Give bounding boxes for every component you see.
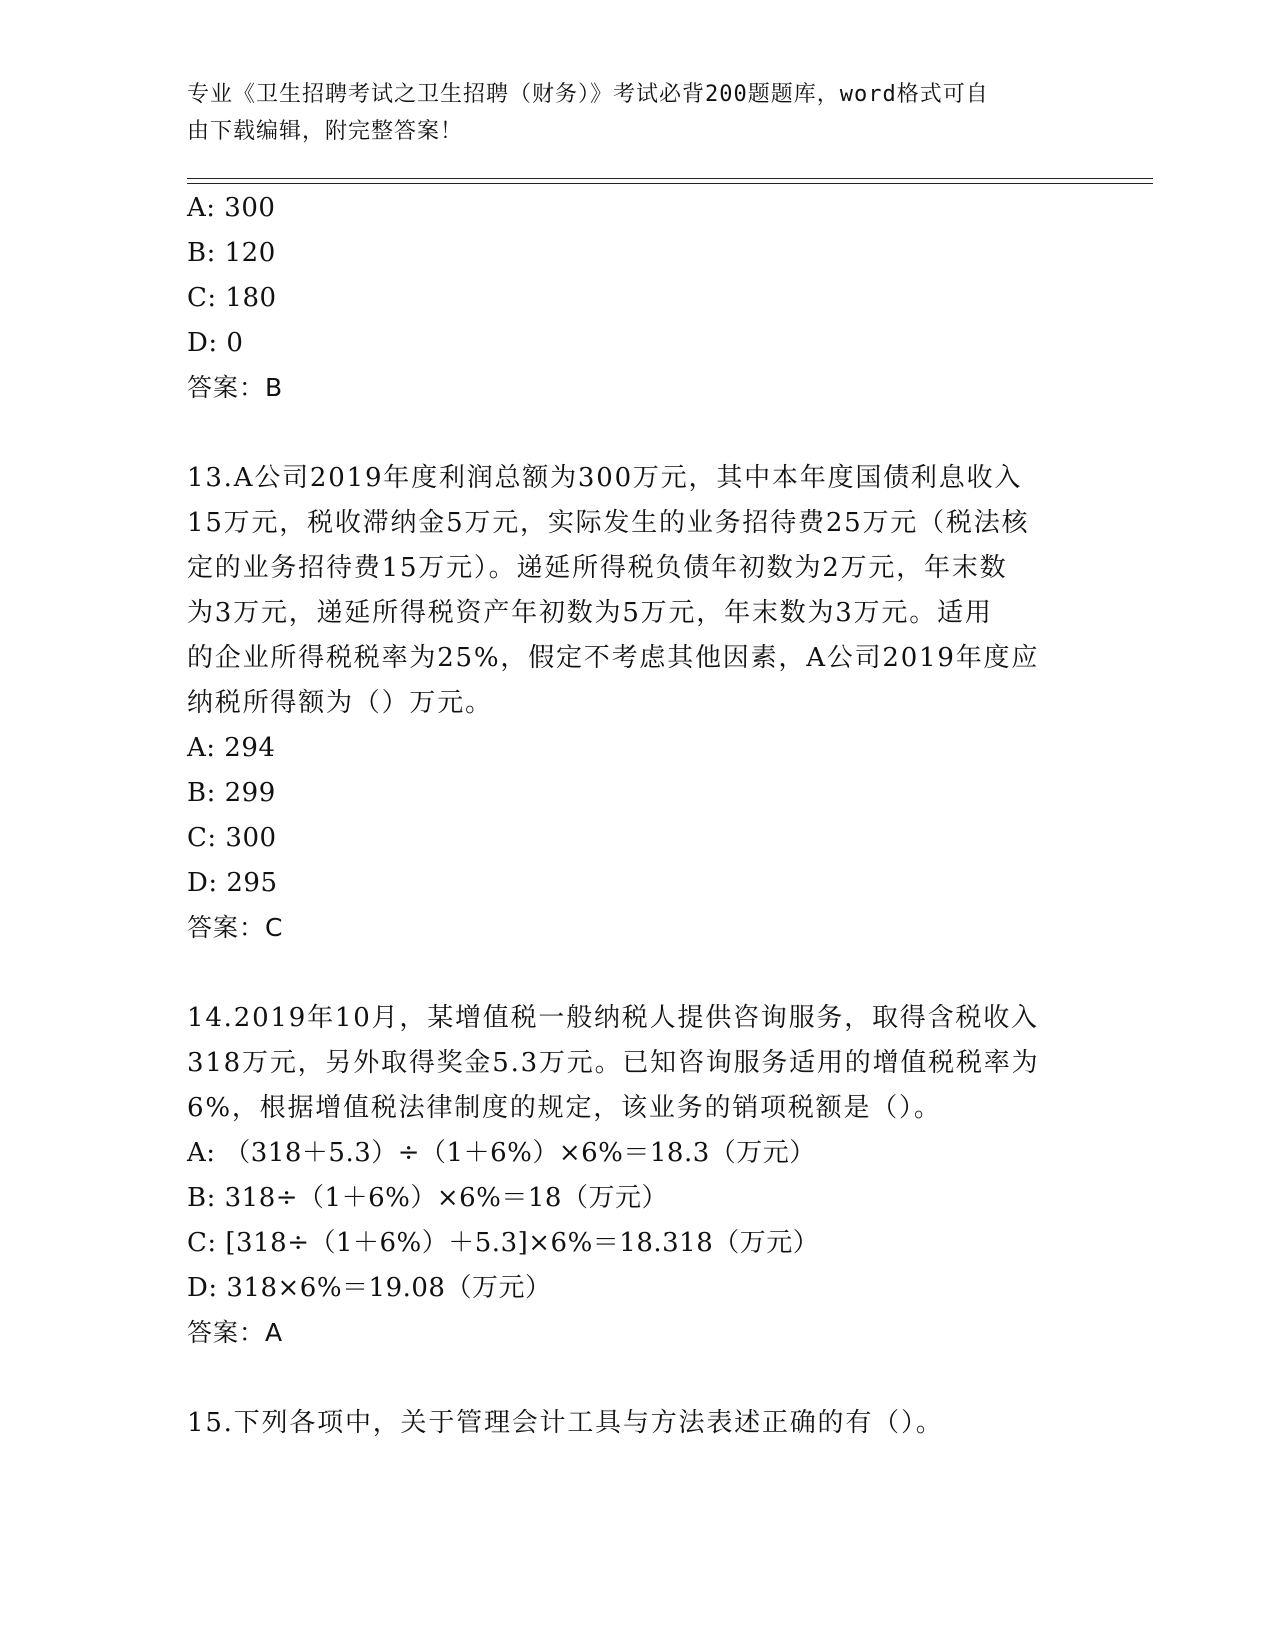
header-line-1: 专业《卫生招聘考试之卫生招聘（财务）》考试必背200题题库，word格式可自 xyxy=(187,82,989,107)
q14-option-a: A: （318＋5.3）÷（1＋6%）×6%＝18.3（万元） xyxy=(187,1138,816,1168)
q15-stem-line-1: 15.下列各项中，关于管理会计工具与方法表述正确的有（）。 xyxy=(187,1408,944,1438)
q13-option-b: B: 299 xyxy=(187,778,276,808)
q12-option-a: A: 300 xyxy=(187,193,276,223)
q13-stem-line-6: 纳税所得额为（）万元。 xyxy=(187,688,493,718)
q14-answer: 答案：A xyxy=(187,1318,284,1347)
q13-stem-line-4: 为3万元，递延所得税资产年初数为5万元，年末数为3万元。适用 xyxy=(187,598,993,628)
q14-option-c: C: [318÷（1＋6%）＋5.3]×6%＝18.318（万元） xyxy=(187,1228,820,1258)
q14-stem-line-2: 318万元，另外取得奖金5.3万元。已知咨询服务适用的增值税税率为 xyxy=(187,1048,1040,1078)
q14-stem-line-3: 6%，根据增值税法律制度的规定，该业务的销项税额是（）。 xyxy=(187,1093,942,1123)
q13-option-a: A: 294 xyxy=(187,733,276,763)
q13-option-d: D: 295 xyxy=(187,868,278,898)
header-divider-bottom xyxy=(187,183,1153,184)
q13-stem-line-1: 13.A公司2019年度利润总额为300万元，其中本年度国债利息收入 xyxy=(187,463,1023,493)
q13-stem-line-3: 定的业务招待费15万元）。递延所得税负债年初数为2万元，年末数 xyxy=(187,553,1008,583)
document-header xyxy=(187,76,1087,150)
q13-stem-line-2: 15万元，税收滞纳金5万元，实际发生的业务招待费25万元（税法核 xyxy=(187,508,1030,538)
header-divider-top xyxy=(187,178,1153,179)
q14-stem-line-1: 14.2019年10月，某增值税一般纳税人提供咨询服务，取得含税收入 xyxy=(187,1003,1039,1033)
q13-stem-line-5: 的企业所得税税率为25%，假定不考虑其他因素，A公司2019年度应 xyxy=(187,643,1040,673)
q14-option-d: D: 318×6%＝19.08（万元） xyxy=(187,1273,552,1303)
q13-answer: 答案：C xyxy=(187,913,284,942)
q12-answer: 答案：B xyxy=(187,373,284,402)
q14-option-b: B: 318÷（1＋6%）×6%＝18（万元） xyxy=(187,1183,668,1213)
q12-option-b: B: 120 xyxy=(187,238,276,268)
header-line-2: 由下载编辑，附完整答案！ xyxy=(187,119,464,144)
q13-option-c: C: 300 xyxy=(187,823,277,853)
q12-option-c: C: 180 xyxy=(187,283,277,313)
q12-option-d: D: 0 xyxy=(187,328,244,358)
